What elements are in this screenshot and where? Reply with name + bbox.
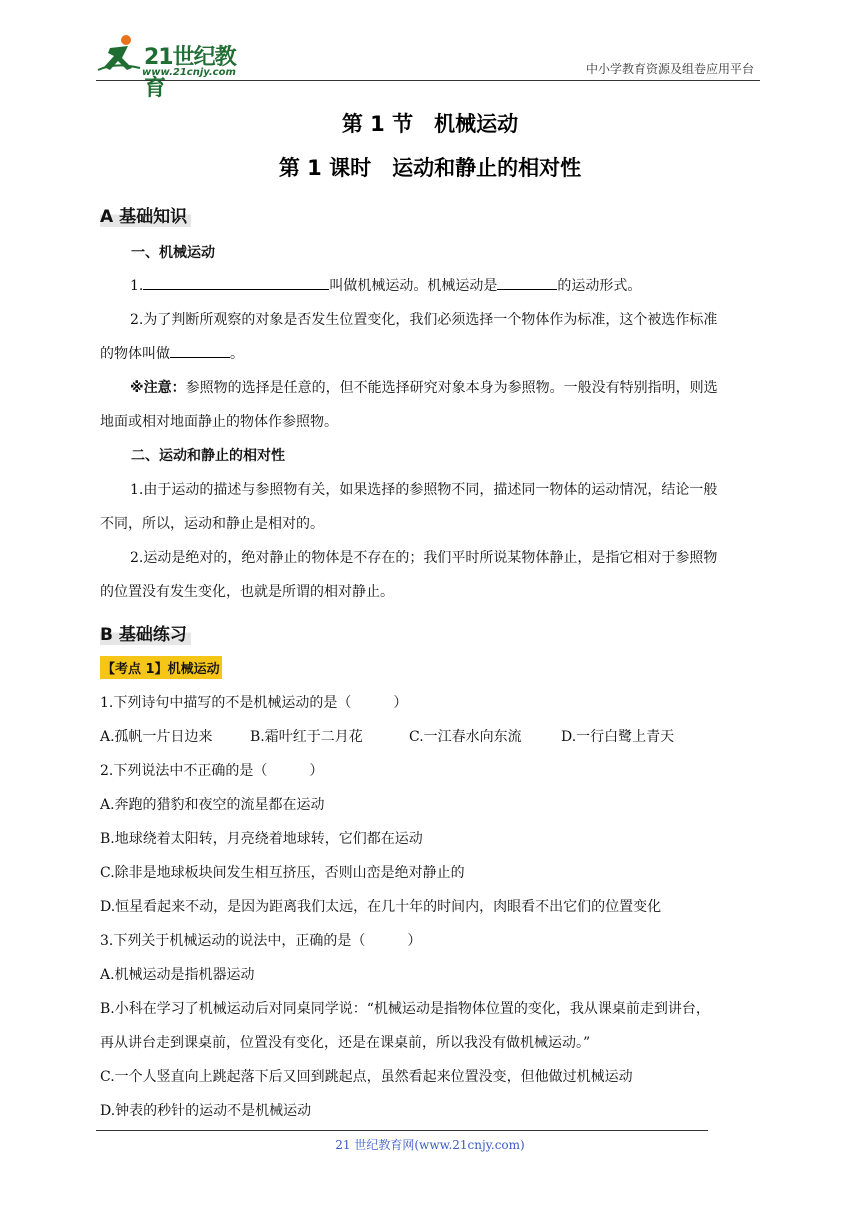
section-b-heading: B 基础练习: [100, 620, 191, 645]
option-d[interactable]: D.恒星看起来不动，是因为距离我们太远，在几十年的时间内，肉眼看不出它们的位置变化: [100, 899, 662, 915]
note-line-1: ※注意：参照物的选择是任意的，但不能选择研究对象本身为参照物。一般没有特别指明，则选: [130, 380, 718, 396]
option-d[interactable]: D.钟表的秒针的运动不是机械运动: [100, 1103, 312, 1119]
platform-name: 中小学教育资源及组卷应用平台: [585, 62, 754, 76]
relativity-item-1a: 1.由于运动的描述与参照物有关，如果选择的参照物不同，描述同一物体的运动情况，结论一般: [130, 482, 718, 498]
footer-link[interactable]: 21 世纪教育网(www.21cnjy.com): [335, 1138, 525, 1152]
option-a[interactable]: A.机械运动是指机器运动: [100, 967, 255, 983]
option-b[interactable]: B.地球绕着太阳转，月亮绕着地球转，它们都在运动: [100, 831, 423, 847]
fill-blank[interactable]: [497, 275, 557, 290]
option-b-line-1[interactable]: B.小科在学习了机械运动后对同桌同学说：“机械运动是指物体位置的变化，我从课桌前走到讲台，: [100, 1001, 710, 1017]
question-1: 1.下列诗句中描写的不是机械运动的是（ ）: [100, 695, 408, 711]
subheading-relativity: 二、运动和静止的相对性: [131, 448, 285, 464]
question-1-options: [100, 726, 674, 746]
note-line-2: 地面或相对地面静止的物体作参照物。: [100, 414, 338, 430]
relativity-item-2b: 的位置没有发生变化，也就是所谓的相对静止。: [100, 584, 394, 600]
option-a[interactable]: A.奔跑的猎豹和夜空的流星都在运动: [100, 797, 325, 813]
option-a[interactable]: A.孤帆一片日边来: [100, 729, 213, 745]
question-2: 2.下列说法中不正确的是（ ）: [100, 763, 324, 779]
logo-text: 21世纪教育: [144, 45, 236, 101]
option-c[interactable]: C.一个人竖直向上跳起落下后又回到跳起点，虽然看起来位置没变，但他做过机械运动: [100, 1069, 633, 1085]
option-c[interactable]: C.除非是地球板块间发生相互挤压，否则山峦是绝对静止的: [100, 865, 465, 881]
site-logo[interactable]: [96, 34, 256, 101]
option-b[interactable]: B.霜叶红于二月花: [250, 729, 363, 745]
page-header: [96, 30, 760, 101]
knowledge-item-2a: 2.为了判断所观察的对象是否发生位置变化，我们必须选择一个物体作为标准，这个被选作标准: [130, 312, 718, 328]
topic-badge: 【考点 1】机械运动: [100, 656, 222, 679]
footer-divider: [96, 1130, 708, 1131]
lesson-title: 第 1 课时 运动和静止的相对性: [278, 156, 582, 180]
section-a-heading: A 基础知识: [100, 202, 191, 227]
logo-url: www.21cnjy.com: [142, 67, 236, 78]
subheading-mechanical-motion: 一、机械运动: [131, 245, 215, 261]
section-title: 第 1 节 机械运动: [341, 112, 519, 136]
knowledge-item-2b: 的物体叫做 。: [100, 343, 244, 363]
fill-blank[interactable]: [170, 343, 230, 358]
relativity-item-2a: 2.运动是绝对的，绝对静止的物体是不存在的；我们平时所说某物体静止，是指它相对于参照物: [130, 550, 718, 566]
knowledge-item-1: 1. 叫做机械运动。机械运动是 的运动形式。: [130, 275, 641, 295]
runner-logo-icon: [96, 34, 142, 74]
option-d[interactable]: D.一行白鹭上青天: [561, 729, 675, 745]
option-c[interactable]: C.一江春水向东流: [409, 729, 522, 745]
question-3: 3.下列关于机械运动的说法中，正确的是（ ）: [100, 933, 422, 949]
fill-blank[interactable]: [143, 275, 329, 290]
relativity-item-1b: 不同，所以，运动和静止是相对的。: [100, 516, 324, 532]
option-b-line-2[interactable]: 再从讲台走到课桌前，位置没有变化，还是在课桌前，所以我没有做机械运动。”: [100, 1035, 591, 1051]
